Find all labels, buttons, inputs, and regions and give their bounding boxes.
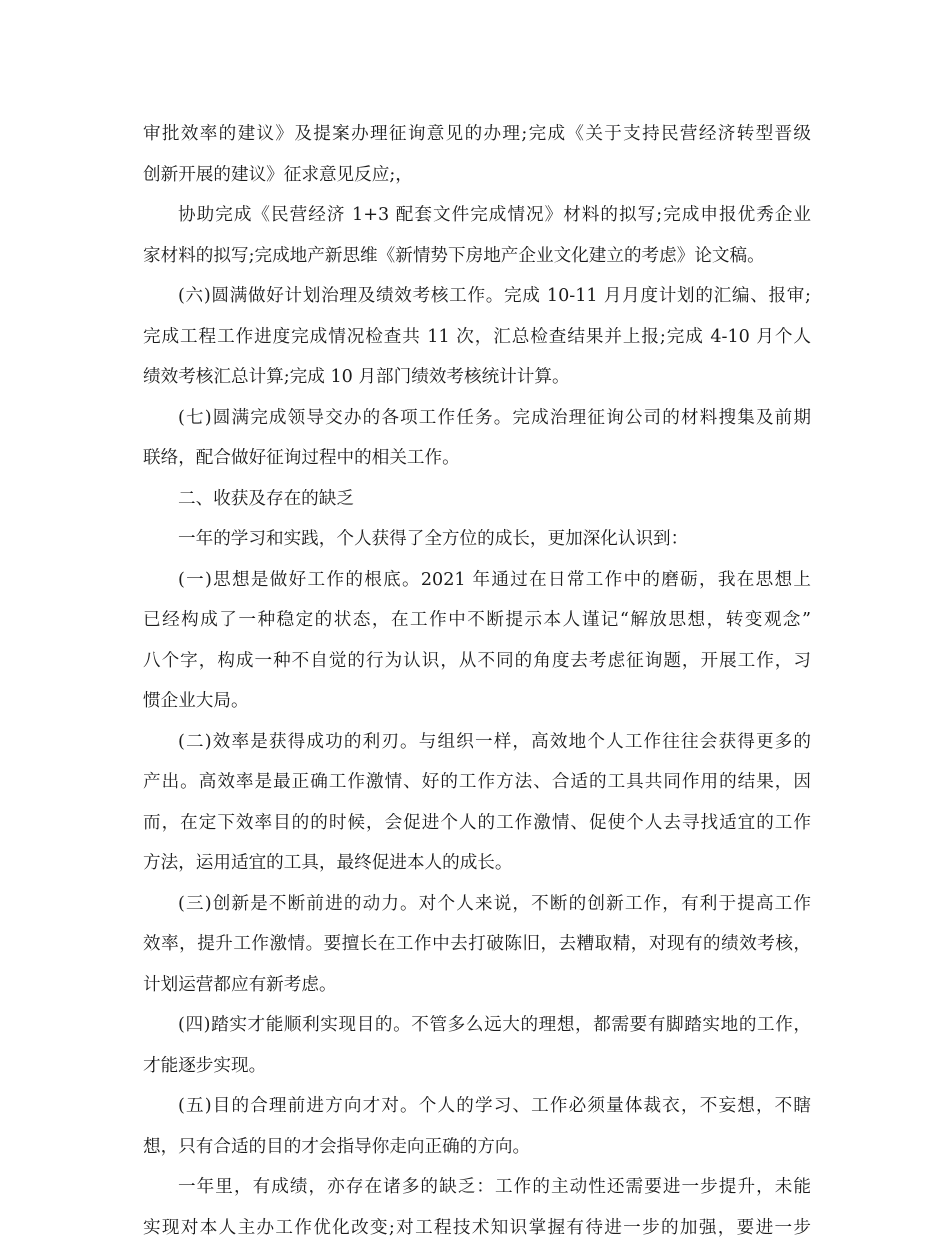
text-line: 产出。高效率是最正确工作激情、好的工作方法、合适的工具共同作用的结果，因 (143, 762, 811, 803)
text-line: 想，只有合适的目的才会指导你走向正确的方向。 (143, 1127, 811, 1168)
text-line: 计划运营都应有新考虑。 (143, 965, 811, 1006)
text-line: 才能逐步实现。 (143, 1046, 811, 1087)
text-line: 一年里，有成绩，亦存在诸多的缺乏：工作的主动性还需要进一步提升，未能 (143, 1167, 811, 1208)
text-line: 绩效考核汇总计算;完成 10 月部门绩效考核统计计算。 (143, 357, 811, 398)
text-line: 而，在定下效率目的的时候，会促进个人的工作激情、促使个人去寻找适宜的工作 (143, 803, 811, 844)
text-line: (六)圆满做好计划治理及绩效考核工作。完成 10-11 月月度计划的汇编、报审; (143, 276, 811, 317)
text-line: 已经构成了一种稳定的状态，在工作中不断提示本人谨记“解放思想，转变观念” (143, 600, 811, 641)
text-line: 完成工程工作进度完成情况检查共 11 次，汇总检查结果并上报;完成 4-10 月个人 (143, 317, 811, 358)
text-line: (三)创新是不断前进的动力。对个人来说，不断的创新工作，有利于提高工作 (143, 884, 811, 925)
text-line: 二、收获及存在的缺乏 (143, 479, 811, 520)
text-line: 实现对本人主办工作优化改变;对工程技术知识掌握有待进一步的加强，要进一步 (143, 1208, 811, 1248)
text-line: (七)圆满完成领导交办的各项工作任务。完成治理征询公司的材料搜集及前期 (143, 398, 811, 439)
text-line: (二)效率是获得成功的利刃。与组织一样，高效地个人工作往往会获得更多的 (143, 722, 811, 763)
text-line: (一)思想是做好工作的根底。2021 年通过在日常工作中的磨砺，我在思想上 (143, 560, 811, 601)
text-line: 家材料的拟写;完成地产新思维《新情势下房地产企业文化建立的考虑》论文稿。 (143, 236, 811, 277)
text-line: 审批效率的建议》及提案办理征询意见的办理;完成《关于支持民营经济转型晋级 (143, 114, 811, 155)
text-line: 方法，运用适宜的工具，最终促进本人的成长。 (143, 843, 811, 884)
text-line: 联络，配合做好征询过程中的相关工作。 (143, 438, 811, 479)
text-line: (五)目的合理前进方向才对。个人的学习、工作必须量体裁衣，不妄想，不瞎 (143, 1086, 811, 1127)
text-line: 创新开展的建议》征求意见反应;， (143, 155, 811, 196)
document-body (143, 114, 811, 1248)
text-line: 效率，提升工作激情。要擅长在工作中去打破陈旧，去糟取精，对现有的绩效考核， (143, 924, 811, 965)
text-line: 八个字，构成一种不自觉的行为认识，从不同的角度去考虑征询题，开展工作，习 (143, 641, 811, 682)
text-line: 惯企业大局。 (143, 681, 811, 722)
text-line: 一年的学习和实践，个人获得了全方位的成长，更加深化认识到： (143, 519, 811, 560)
text-line: 协助完成《民营经济 1+3 配套文件完成情况》材料的拟写;完成申报优秀企业 (143, 195, 811, 236)
text-line: (四)踏实才能顺利实现目的。不管多么远大的理想，都需要有脚踏实地的工作， (143, 1005, 811, 1046)
